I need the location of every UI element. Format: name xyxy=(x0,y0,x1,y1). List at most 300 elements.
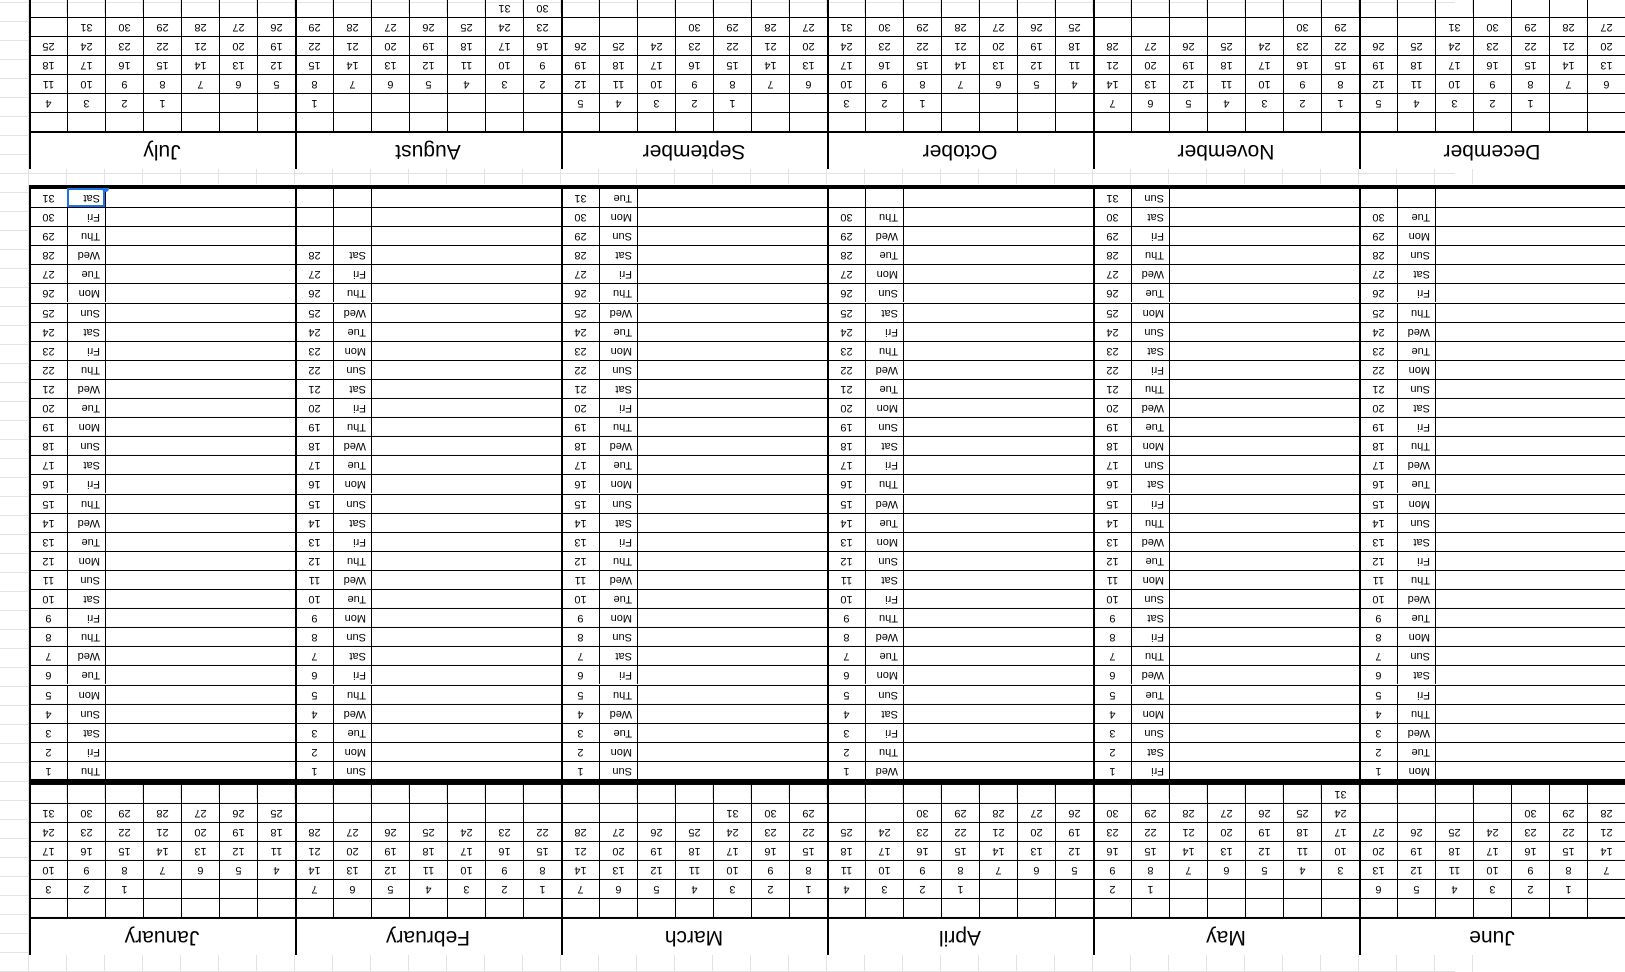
day-cell[interactable]: 4 xyxy=(1435,879,1473,898)
day-note[interactable] xyxy=(637,761,827,780)
day-cell[interactable]: 19 xyxy=(637,841,675,860)
day-note[interactable] xyxy=(1169,303,1359,322)
day-cell[interactable]: 15 xyxy=(1131,841,1169,860)
day-cell[interactable]: 11 xyxy=(29,74,67,93)
day-cell[interactable]: 1 xyxy=(1549,879,1587,898)
day-cell[interactable] xyxy=(1359,0,1397,17)
day-cell[interactable]: 12 xyxy=(1359,74,1397,93)
day-cell[interactable] xyxy=(447,93,485,112)
day-cell[interactable]: 21 xyxy=(181,36,219,55)
day-cell[interactable]: 26 xyxy=(1169,36,1207,55)
day-cell[interactable]: 7 xyxy=(1587,860,1625,879)
day-cell[interactable]: 8 xyxy=(143,74,181,93)
day-cell[interactable] xyxy=(637,784,675,803)
day-cell[interactable]: 24 xyxy=(447,822,485,841)
day-cell[interactable]: 22 xyxy=(941,822,979,841)
day-note[interactable] xyxy=(1169,455,1359,474)
day-cell[interactable] xyxy=(523,784,561,803)
day-cell[interactable] xyxy=(1321,879,1359,898)
day-cell[interactable]: 5 xyxy=(1245,860,1283,879)
day-cell[interactable]: 28 xyxy=(143,803,181,822)
day-note[interactable] xyxy=(1169,627,1359,646)
day-cell[interactable]: 29 xyxy=(1549,803,1587,822)
day-note[interactable] xyxy=(903,723,1093,742)
day-cell[interactable]: 30 xyxy=(1511,803,1549,822)
day-note[interactable] xyxy=(903,379,1093,398)
day-cell[interactable]: 21 xyxy=(1549,36,1587,55)
day-cell[interactable]: 21 xyxy=(1093,55,1131,74)
day-note[interactable] xyxy=(371,417,561,436)
day-note[interactable] xyxy=(1169,532,1359,551)
day-cell[interactable]: 22 xyxy=(295,36,333,55)
day-note[interactable] xyxy=(637,570,827,589)
day-cell[interactable]: 4 xyxy=(447,74,485,93)
day-cell[interactable] xyxy=(1245,784,1283,803)
day-cell[interactable]: 11 xyxy=(447,55,485,74)
day-cell[interactable]: 4 xyxy=(257,860,295,879)
day-cell[interactable] xyxy=(827,784,865,803)
day-cell[interactable] xyxy=(371,803,409,822)
day-cell[interactable] xyxy=(979,93,1017,112)
day-note[interactable] xyxy=(1435,188,1625,207)
day-cell[interactable]: 15 xyxy=(903,55,941,74)
day-note[interactable] xyxy=(371,379,561,398)
day-cell[interactable] xyxy=(1017,93,1055,112)
day-cell[interactable]: 13 xyxy=(1359,860,1397,879)
day-cell[interactable]: 30 xyxy=(903,803,941,822)
day-cell[interactable]: 24 xyxy=(1473,822,1511,841)
day-cell[interactable]: 31 xyxy=(1321,784,1359,803)
day-cell[interactable]: 7 xyxy=(1093,93,1131,112)
day-cell[interactable] xyxy=(1549,93,1587,112)
day-cell[interactable]: 12 xyxy=(561,74,599,93)
day-cell[interactable] xyxy=(1473,803,1511,822)
day-cell[interactable]: 3 xyxy=(447,879,485,898)
day-cell[interactable]: 1 xyxy=(903,93,941,112)
day-note[interactable] xyxy=(105,455,295,474)
day-note[interactable] xyxy=(371,226,561,245)
day-cell[interactable]: 7 xyxy=(333,74,371,93)
day-cell[interactable] xyxy=(219,0,257,17)
day-cell[interactable]: 3 xyxy=(1245,93,1283,112)
day-cell[interactable]: 16 xyxy=(1511,841,1549,860)
day-cell[interactable]: 6 xyxy=(979,74,1017,93)
day-cell[interactable] xyxy=(1207,0,1245,17)
day-cell[interactable]: 28 xyxy=(333,17,371,36)
day-note[interactable] xyxy=(1169,646,1359,665)
day-cell[interactable]: 12 xyxy=(1169,74,1207,93)
day-note[interactable] xyxy=(903,188,1093,207)
day-note[interactable] xyxy=(637,646,827,665)
day-cell[interactable] xyxy=(1131,17,1169,36)
day-cell[interactable] xyxy=(789,93,827,112)
day-cell[interactable] xyxy=(1207,17,1245,36)
day-cell[interactable]: 2 xyxy=(523,74,561,93)
day-cell[interactable] xyxy=(447,803,485,822)
day-note[interactable] xyxy=(1435,551,1625,570)
day-note[interactable] xyxy=(637,685,827,704)
day-cell[interactable] xyxy=(1359,784,1397,803)
day-cell[interactable]: 11 xyxy=(675,860,713,879)
day-cell[interactable]: 6 xyxy=(333,879,371,898)
day-note[interactable] xyxy=(371,455,561,474)
day-cell[interactable]: 16 xyxy=(1283,55,1321,74)
day-cell[interactable] xyxy=(1435,0,1473,17)
day-cell[interactable] xyxy=(181,0,219,17)
day-cell[interactable]: 10 xyxy=(713,860,751,879)
day-cell[interactable]: 28 xyxy=(1093,36,1131,55)
day-note[interactable] xyxy=(105,589,295,608)
day-note[interactable] xyxy=(371,532,561,551)
day-cell[interactable]: 20 xyxy=(333,841,371,860)
day-cell[interactable]: 9 xyxy=(675,74,713,93)
day-cell[interactable] xyxy=(181,879,219,898)
day-cell[interactable] xyxy=(865,0,903,17)
day-note[interactable] xyxy=(1169,513,1359,532)
day-note[interactable] xyxy=(637,226,827,245)
day-cell[interactable] xyxy=(143,879,181,898)
day-note[interactable] xyxy=(1169,494,1359,513)
day-cell[interactable]: 27 xyxy=(1359,822,1397,841)
day-note[interactable] xyxy=(105,704,295,723)
day-cell[interactable]: 25 xyxy=(675,822,713,841)
day-cell[interactable]: 9 xyxy=(751,860,789,879)
day-cell[interactable]: 3 xyxy=(1473,879,1511,898)
day-cell[interactable]: 1 xyxy=(713,93,751,112)
day-note[interactable] xyxy=(371,283,561,302)
day-note[interactable] xyxy=(637,188,827,207)
day-note[interactable] xyxy=(903,665,1093,684)
day-cell[interactable]: 1 xyxy=(143,93,181,112)
day-cell[interactable] xyxy=(941,784,979,803)
day-cell[interactable] xyxy=(333,0,371,17)
day-cell[interactable]: 14 xyxy=(333,55,371,74)
day-cell[interactable]: 25 xyxy=(257,803,295,822)
day-cell[interactable]: 24 xyxy=(865,822,903,841)
day-cell[interactable] xyxy=(713,0,751,17)
day-cell[interactable]: 23 xyxy=(1473,36,1511,55)
day-note[interactable] xyxy=(903,627,1093,646)
day-cell[interactable]: 10 xyxy=(637,74,675,93)
day-cell[interactable]: 4 xyxy=(599,93,637,112)
day-cell[interactable]: 26 xyxy=(637,822,675,841)
day-note[interactable] xyxy=(637,341,827,360)
day-cell[interactable]: 19 xyxy=(1359,55,1397,74)
day-note[interactable] xyxy=(637,436,827,455)
day-note[interactable] xyxy=(637,742,827,761)
day-note[interactable] xyxy=(105,474,295,493)
day-cell[interactable]: 23 xyxy=(751,822,789,841)
day-cell[interactable]: 10 xyxy=(827,74,865,93)
day-cell[interactable]: 6 xyxy=(219,74,257,93)
day-note[interactable] xyxy=(1169,436,1359,455)
day-cell[interactable]: 19 xyxy=(257,36,295,55)
day-note[interactable] xyxy=(371,245,561,264)
day-cell[interactable]: 23 xyxy=(1093,822,1131,841)
day-cell[interactable]: 23 xyxy=(523,17,561,36)
day-cell[interactable] xyxy=(29,17,67,36)
day-cell[interactable]: 30 xyxy=(675,17,713,36)
day-note[interactable] xyxy=(903,761,1093,780)
day-note[interactable] xyxy=(1435,723,1625,742)
day-note[interactable] xyxy=(1435,226,1625,245)
day-cell[interactable]: 27 xyxy=(181,803,219,822)
day-note[interactable] xyxy=(105,360,295,379)
day-note[interactable] xyxy=(903,532,1093,551)
day-cell[interactable]: 17 xyxy=(1245,55,1283,74)
day-cell[interactable]: 3 xyxy=(637,93,675,112)
day-cell[interactable] xyxy=(1397,17,1435,36)
day-cell[interactable] xyxy=(751,0,789,17)
day-cell[interactable]: 10 xyxy=(1245,74,1283,93)
day-cell[interactable]: 20 xyxy=(371,36,409,55)
day-note[interactable] xyxy=(371,341,561,360)
day-cell[interactable]: 30 xyxy=(1093,803,1131,822)
day-note[interactable] xyxy=(371,646,561,665)
day-cell[interactable]: 7 xyxy=(181,74,219,93)
day-cell[interactable]: 16 xyxy=(751,841,789,860)
day-note[interactable] xyxy=(1435,398,1625,417)
day-note[interactable] xyxy=(637,723,827,742)
day-cell[interactable]: 8 xyxy=(941,860,979,879)
day-cell[interactable]: 20 xyxy=(1131,55,1169,74)
day-cell[interactable]: 24 xyxy=(827,36,865,55)
day-note[interactable] xyxy=(371,723,561,742)
day-cell[interactable]: 4 xyxy=(675,879,713,898)
day-cell[interactable]: 24 xyxy=(637,36,675,55)
day-cell[interactable]: 28 xyxy=(979,803,1017,822)
day-cell[interactable]: 15 xyxy=(713,55,751,74)
day-cell[interactable] xyxy=(599,803,637,822)
day-cell[interactable]: 26 xyxy=(1017,17,1055,36)
day-cell[interactable]: 12 xyxy=(219,841,257,860)
day-cell[interactable]: 27 xyxy=(371,17,409,36)
day-cell[interactable] xyxy=(67,0,105,17)
day-cell[interactable]: 8 xyxy=(523,860,561,879)
day-cell[interactable] xyxy=(903,784,941,803)
day-cell[interactable]: 6 xyxy=(1131,93,1169,112)
day-cell[interactable]: 1 xyxy=(1131,879,1169,898)
day-cell[interactable]: 14 xyxy=(1169,841,1207,860)
day-cell[interactable]: 12 xyxy=(409,55,447,74)
day-cell[interactable]: 13 xyxy=(599,860,637,879)
day-cell[interactable]: 28 xyxy=(561,822,599,841)
day-note[interactable] xyxy=(1169,474,1359,493)
day-cell[interactable] xyxy=(219,784,257,803)
day-cell[interactable] xyxy=(1131,0,1169,17)
day-cell[interactable] xyxy=(219,879,257,898)
day-note[interactable] xyxy=(371,608,561,627)
day-cell[interactable] xyxy=(1017,0,1055,17)
day-cell[interactable]: 25 xyxy=(409,822,447,841)
day-cell[interactable]: 5 xyxy=(637,879,675,898)
day-cell[interactable] xyxy=(1283,0,1321,17)
day-cell[interactable]: 22 xyxy=(903,36,941,55)
day-note[interactable] xyxy=(1435,761,1625,780)
day-cell[interactable]: 24 xyxy=(29,822,67,841)
day-note[interactable] xyxy=(903,589,1093,608)
day-cell[interactable]: 15 xyxy=(295,55,333,74)
day-note[interactable] xyxy=(637,283,827,302)
day-cell[interactable]: 17 xyxy=(1473,841,1511,860)
day-cell[interactable]: 20 xyxy=(789,36,827,55)
day-cell[interactable]: 19 xyxy=(1397,841,1435,860)
day-note[interactable] xyxy=(1169,570,1359,589)
day-cell[interactable] xyxy=(257,784,295,803)
day-note[interactable] xyxy=(1435,322,1625,341)
day-cell[interactable]: 20 xyxy=(1207,822,1245,841)
day-cell[interactable]: 28 xyxy=(295,822,333,841)
day-cell[interactable] xyxy=(295,784,333,803)
day-cell[interactable]: 22 xyxy=(789,822,827,841)
day-cell[interactable] xyxy=(1093,17,1131,36)
day-cell[interactable]: 18 xyxy=(29,55,67,74)
day-note[interactable] xyxy=(1435,570,1625,589)
day-cell[interactable]: 30 xyxy=(865,17,903,36)
day-cell[interactable] xyxy=(409,784,447,803)
day-cell[interactable]: 25 xyxy=(1283,803,1321,822)
day-cell[interactable]: 9 xyxy=(485,860,523,879)
day-cell[interactable] xyxy=(1017,879,1055,898)
day-cell[interactable]: 25 xyxy=(599,36,637,55)
day-cell[interactable]: 25 xyxy=(29,36,67,55)
day-cell[interactable]: 26 xyxy=(1359,36,1397,55)
day-note[interactable] xyxy=(903,570,1093,589)
day-cell[interactable]: 16 xyxy=(523,36,561,55)
day-cell[interactable]: 27 xyxy=(789,17,827,36)
day-cell[interactable] xyxy=(1283,784,1321,803)
day-cell[interactable] xyxy=(371,0,409,17)
day-cell[interactable] xyxy=(1473,784,1511,803)
day-note[interactable] xyxy=(1435,360,1625,379)
day-cell[interactable]: 5 xyxy=(409,74,447,93)
day-cell[interactable] xyxy=(67,784,105,803)
day-cell[interactable]: 10 xyxy=(1473,860,1511,879)
day-note[interactable] xyxy=(105,436,295,455)
day-cell[interactable] xyxy=(1169,784,1207,803)
day-note[interactable] xyxy=(1169,761,1359,780)
day-cell[interactable]: 3 xyxy=(67,93,105,112)
day-cell[interactable]: 29 xyxy=(1131,803,1169,822)
day-cell[interactable]: 15 xyxy=(1321,55,1359,74)
day-cell[interactable]: 16 xyxy=(1093,841,1131,860)
day-cell[interactable]: 26 xyxy=(1397,822,1435,841)
day-cell[interactable]: 18 xyxy=(1207,55,1245,74)
day-cell[interactable]: 6 xyxy=(1359,879,1397,898)
day-note[interactable] xyxy=(371,398,561,417)
day-cell[interactable]: 24 xyxy=(1321,803,1359,822)
day-cell[interactable]: 10 xyxy=(485,55,523,74)
day-cell[interactable]: 28 xyxy=(1549,17,1587,36)
day-cell[interactable] xyxy=(409,803,447,822)
day-cell[interactable]: 29 xyxy=(789,803,827,822)
day-note[interactable] xyxy=(637,494,827,513)
day-cell[interactable] xyxy=(1321,0,1359,17)
day-note[interactable] xyxy=(903,245,1093,264)
day-cell[interactable]: 14 xyxy=(979,841,1017,860)
day-cell[interactable]: 22 xyxy=(1131,822,1169,841)
day-note[interactable] xyxy=(637,322,827,341)
day-note[interactable] xyxy=(1435,283,1625,302)
day-cell[interactable] xyxy=(1473,0,1511,17)
day-cell[interactable]: 29 xyxy=(713,17,751,36)
day-cell[interactable]: 27 xyxy=(1131,36,1169,55)
day-cell[interactable] xyxy=(1397,0,1435,17)
day-cell[interactable]: 26 xyxy=(1245,803,1283,822)
day-note[interactable] xyxy=(1435,513,1625,532)
day-cell[interactable]: 14 xyxy=(295,860,333,879)
day-cell[interactable] xyxy=(1359,803,1397,822)
day-note[interactable] xyxy=(1169,608,1359,627)
day-cell[interactable]: 19 xyxy=(1055,822,1093,841)
day-cell[interactable]: 18 xyxy=(1397,55,1435,74)
day-note[interactable] xyxy=(371,742,561,761)
day-cell[interactable]: 7 xyxy=(751,74,789,93)
day-cell[interactable]: 21 xyxy=(941,36,979,55)
day-cell[interactable]: 11 xyxy=(1435,860,1473,879)
day-cell[interactable]: 27 xyxy=(1587,17,1625,36)
day-note[interactable] xyxy=(1435,207,1625,226)
day-cell[interactable] xyxy=(1587,0,1625,17)
day-cell[interactable]: 23 xyxy=(903,822,941,841)
day-note[interactable] xyxy=(637,264,827,283)
day-cell[interactable]: 26 xyxy=(409,17,447,36)
day-cell[interactable]: 5 xyxy=(371,879,409,898)
day-cell[interactable]: 20 xyxy=(219,36,257,55)
day-note[interactable] xyxy=(371,589,561,608)
day-cell[interactable]: 4 xyxy=(409,879,447,898)
day-cell[interactable]: 18 xyxy=(257,822,295,841)
day-cell[interactable]: 5 xyxy=(1397,879,1435,898)
day-cell[interactable]: 13 xyxy=(1017,841,1055,860)
day-cell[interactable]: 6 xyxy=(371,74,409,93)
day-cell[interactable]: 28 xyxy=(181,17,219,36)
day-note[interactable] xyxy=(1435,589,1625,608)
day-cell[interactable] xyxy=(789,784,827,803)
day-note[interactable] xyxy=(371,551,561,570)
day-cell[interactable]: 27 xyxy=(1017,803,1055,822)
day-cell[interactable]: 5 xyxy=(1017,74,1055,93)
day-cell[interactable] xyxy=(827,803,865,822)
day-note[interactable] xyxy=(1435,704,1625,723)
day-note[interactable] xyxy=(105,322,295,341)
day-cell[interactable]: 6 xyxy=(789,74,827,93)
day-cell[interactable]: 1 xyxy=(941,879,979,898)
day-cell[interactable]: 10 xyxy=(865,860,903,879)
day-cell[interactable]: 14 xyxy=(181,55,219,74)
day-cell[interactable] xyxy=(105,784,143,803)
day-cell[interactable]: 2 xyxy=(485,879,523,898)
day-note[interactable] xyxy=(371,188,561,207)
day-note[interactable] xyxy=(1169,283,1359,302)
day-cell[interactable] xyxy=(143,0,181,17)
day-cell[interactable]: 18 xyxy=(1435,841,1473,860)
day-note[interactable] xyxy=(1169,723,1359,742)
day-note[interactable] xyxy=(1169,379,1359,398)
day-note[interactable] xyxy=(371,264,561,283)
day-cell[interactable]: 31 xyxy=(713,803,751,822)
day-note[interactable] xyxy=(637,474,827,493)
day-note[interactable] xyxy=(105,188,295,207)
day-note[interactable] xyxy=(105,245,295,264)
day-cell[interactable] xyxy=(1245,17,1283,36)
day-note[interactable] xyxy=(105,551,295,570)
day-cell[interactable]: 30 xyxy=(67,803,105,822)
day-note[interactable] xyxy=(1169,704,1359,723)
day-cell[interactable]: 15 xyxy=(523,841,561,860)
day-cell[interactable]: 11 xyxy=(409,860,447,879)
day-cell[interactable]: 18 xyxy=(675,841,713,860)
